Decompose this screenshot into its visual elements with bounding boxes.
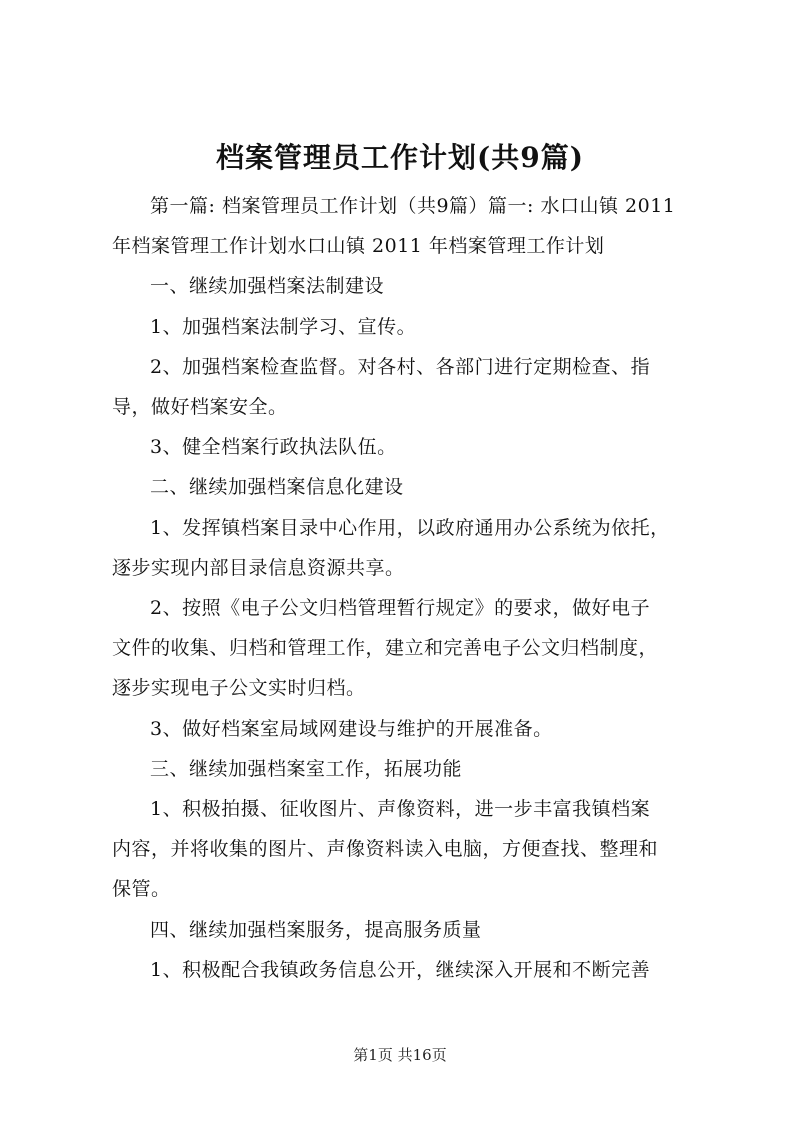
text-line: 逐步实现内部目录信息资源共享。 bbox=[112, 556, 405, 579]
text-line: 导，做好档案安全。 bbox=[112, 396, 288, 419]
section-heading: 四、继续加强档案服务，提高服务质量 bbox=[150, 918, 482, 941]
text-line: 保管。 bbox=[112, 878, 171, 901]
text-line: 2、按照《电子公文归档管理暂行规定》的要求，做好电子 bbox=[150, 597, 651, 620]
text-line: 年档案管理工作计划水口山镇 2011 年档案管理工作计划 bbox=[112, 235, 605, 258]
text-line: 1、积极配合我镇政务信息公开，继续深入开展和不断完善 bbox=[150, 958, 651, 981]
text-line: 3、健全档案行政执法队伍。 bbox=[150, 436, 397, 459]
section-heading: 二、继续加强档案信息化建设 bbox=[150, 476, 404, 499]
page-title: 档案管理员工作计划(共9篇) bbox=[216, 141, 584, 174]
document-body bbox=[112, 186, 702, 990]
section-heading: 三、继续加强档案室工作，拓展功能 bbox=[150, 757, 463, 780]
text-line: 1、加强档案法制学习、宣传。 bbox=[150, 315, 417, 338]
text-line: 文件的收集、归档和管理工作，建立和完善电子公文归档制度， bbox=[112, 637, 659, 660]
section-heading: 一、继续加强档案法制建设 bbox=[150, 275, 385, 298]
text-line: 内容，并将收集的图片、声像资料读入电脑，方便查找、整理和 bbox=[112, 838, 659, 861]
text-line: 3、做好档案室局域网建设与维护的开展准备。 bbox=[150, 717, 553, 740]
text-line: 1、积极拍摄、征收图片、声像资料，进一步丰富我镇档案 bbox=[150, 798, 651, 821]
text-line: 1、发挥镇档案目录中心作用，以政府通用办公系统为依托， bbox=[150, 516, 670, 539]
page-footer: 第1页 共16页 bbox=[353, 1046, 447, 1064]
text-line: 第一篇: 档案管理员工作计划（共9篇）篇一: 水口山镇 2011 bbox=[150, 195, 676, 217]
text-line: 2、加强档案检查监督。对各村、各部门进行定期检查、指 bbox=[150, 355, 651, 378]
text-line: 逐步实现电子公文实时归档。 bbox=[112, 677, 366, 700]
